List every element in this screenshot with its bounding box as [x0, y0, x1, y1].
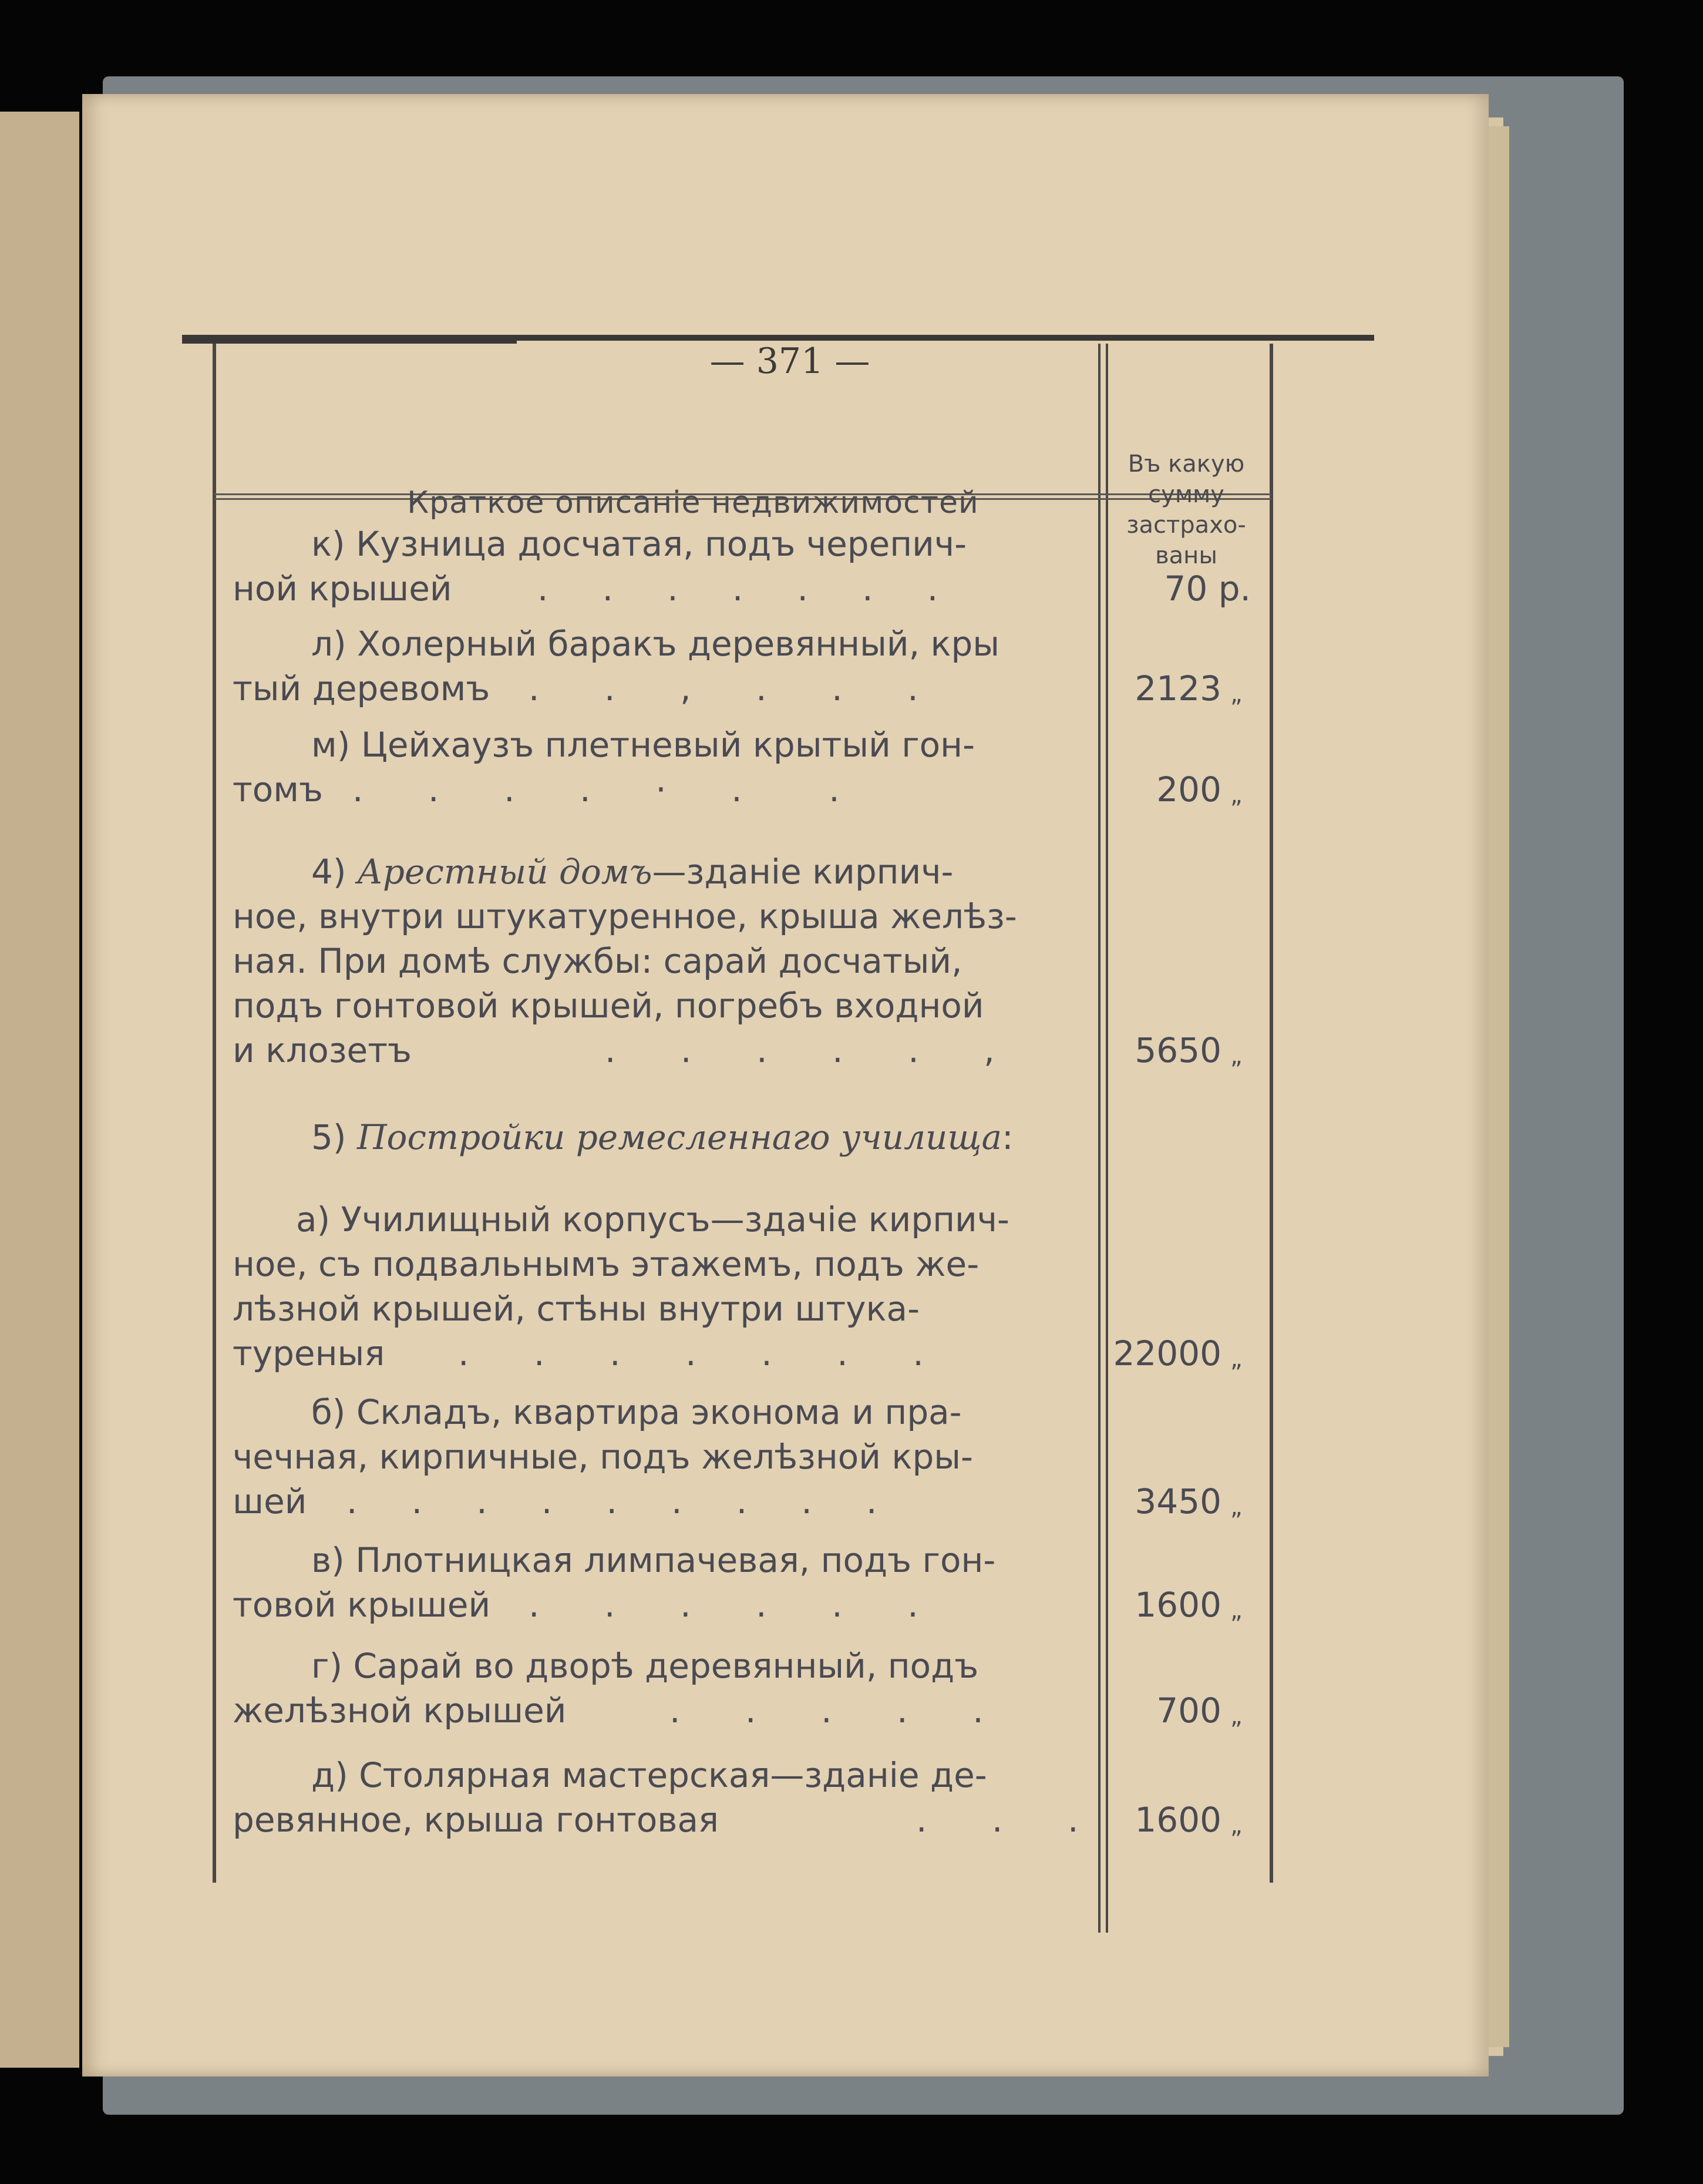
ditto-mark: „: [1230, 1597, 1243, 1624]
row-text: туреныя: [233, 1333, 385, 1373]
ditto-mark: „: [1230, 782, 1243, 809]
section-heading: 5) Постройки ремесленнаго училища:: [311, 1117, 1014, 1157]
section-title: Арестный домъ: [356, 852, 652, 892]
row-text: д) Столярная мастерская—зданiе де-: [311, 1755, 987, 1795]
row-text: ной крышей: [233, 569, 452, 609]
leader-dots: . . . . . . .: [537, 569, 938, 609]
leader-dots: . . , . . .: [529, 668, 918, 708]
row-text: ная. При домѣ службы: сарай досчатый,: [233, 941, 962, 981]
amount: 5650: [1135, 1030, 1221, 1070]
row-text: чечная, кирпичные, подъ желѣзной кры-: [233, 1437, 973, 1477]
amount: 1600: [1135, 1585, 1221, 1625]
header-description: Краткое описанiе недвижимостей: [407, 485, 979, 520]
amount: 200: [1156, 770, 1221, 809]
amount: 1600: [1135, 1800, 1221, 1840]
row-text: б) Складъ, квартира экономa и пра-: [311, 1392, 962, 1432]
amount: 700: [1156, 1691, 1221, 1731]
leader-dots: . . . . .: [669, 1691, 984, 1731]
leader-dots: . . .: [916, 1800, 1079, 1840]
leader-dots: . . . . . .: [529, 1585, 918, 1625]
row-text: к) Кузница досчатая, подъ черепич-: [311, 524, 967, 564]
amount: 2123: [1135, 668, 1221, 708]
header-insured-sum: Въ какую сумму застрахо- ваны: [1126, 451, 1246, 569]
ditto-mark: „: [1230, 681, 1243, 708]
amount: 3450: [1135, 1481, 1221, 1521]
leader-dots: . . . . · . .: [352, 770, 840, 809]
row-text: товой крышей: [233, 1585, 491, 1625]
ditto-mark: „: [1230, 1346, 1243, 1373]
ditto-mark: „: [1230, 1043, 1243, 1070]
left-page-edge: [0, 112, 79, 2068]
row-text: подъ гонтовой крышей, погребъ входной: [233, 986, 984, 1026]
row-text: лѣзной крышей, стѣны внутри штука-: [233, 1289, 920, 1329]
row-text: ревянное, крыша гонтовая: [233, 1800, 719, 1840]
row-text: г) Сарай во дворѣ деревянный, подъ: [311, 1646, 979, 1686]
leader-dots: . . . . . . .: [458, 1333, 924, 1373]
column-divider: [1106, 344, 1108, 1933]
amount: 70 р.: [1164, 569, 1251, 609]
row-text: л) Холерный баракъ деревянный, кры: [311, 624, 1000, 664]
row-text: в) Плотницкая лимпачевая, подъ гон-: [311, 1540, 996, 1580]
row-text: и клозетъ: [233, 1030, 412, 1070]
column-divider: [1098, 344, 1100, 1933]
section-title: Постройки ремесленнаго училища: [356, 1117, 1002, 1157]
table-left-border: [213, 344, 216, 1883]
row-text: м) Цейхаузъ плетневый крытый гон-: [311, 725, 975, 765]
leader-dots: . . . . . ,: [605, 1030, 995, 1070]
row-text: 4) Арестный домъ—зданiе кирпич-: [311, 852, 954, 892]
top-rule-left: [182, 339, 517, 344]
ditto-mark: „: [1230, 1703, 1243, 1730]
amount: 22000: [1113, 1333, 1221, 1373]
ditto-mark: „: [1230, 1494, 1243, 1521]
row-text: шей: [233, 1481, 307, 1521]
leader-dots: . . . . . . . . .: [346, 1481, 877, 1521]
book-page: [82, 94, 1489, 2077]
page-number: — 371 —: [709, 341, 870, 382]
row-text: ное, внутри штукатуренное, крыша желѣз-: [233, 896, 1017, 936]
ditto-mark: „: [1230, 1812, 1243, 1839]
row-text: а) Училищный корпусъ—здачiе кирпич-: [296, 1199, 1009, 1239]
row-text: ное, съ подвальнымъ этажемъ, подъ же-: [233, 1244, 980, 1284]
row-text: желѣзной крышей: [233, 1691, 567, 1731]
row-text: томъ: [233, 770, 324, 809]
table-right-border: [1270, 344, 1273, 1883]
page-stack: [1486, 126, 1509, 2047]
row-text: тый деревомъ: [233, 668, 490, 708]
